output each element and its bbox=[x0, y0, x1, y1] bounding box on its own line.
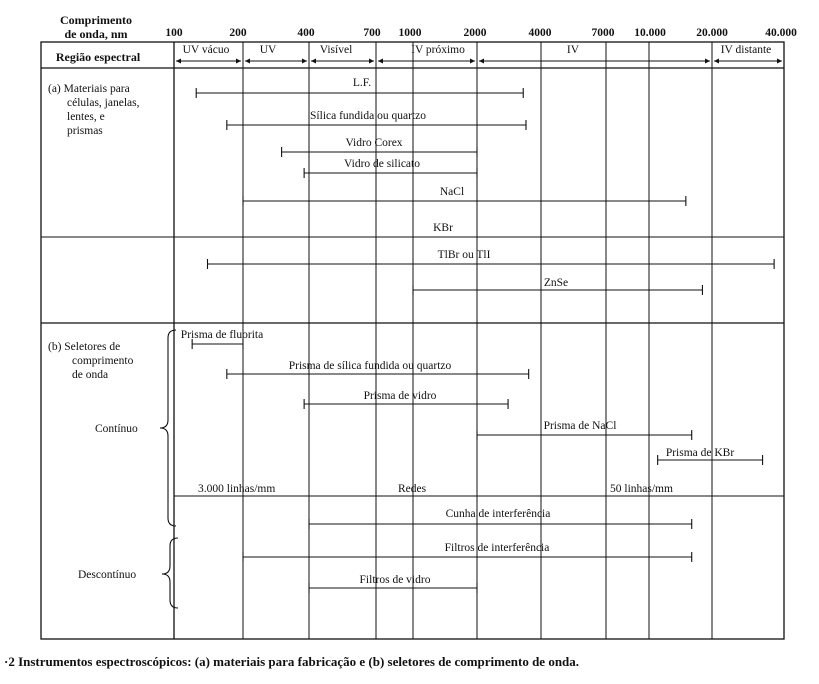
range-label: Filtros de interferência bbox=[444, 542, 550, 554]
range-label: Vidro de silicato bbox=[344, 158, 420, 170]
range-label: KBr bbox=[433, 222, 453, 234]
region-arrow-right bbox=[369, 59, 374, 64]
section-a-line-2: células, janelas, bbox=[67, 97, 140, 109]
region-name: UV bbox=[259, 44, 277, 56]
range-label: Cunha de interferência bbox=[445, 508, 551, 520]
region-arrow-left bbox=[176, 59, 181, 64]
range-label: L.F. bbox=[352, 77, 372, 89]
region-name: IV distante bbox=[720, 44, 772, 56]
tick-label: 100 bbox=[165, 27, 183, 39]
region-name: IV bbox=[566, 44, 580, 56]
tick-label: 7000 bbox=[591, 27, 615, 39]
spectral-regions bbox=[176, 44, 782, 64]
section-b-line-2: comprimento bbox=[72, 355, 134, 367]
region-arrow-right bbox=[777, 59, 782, 64]
gratings-left-label: 3.000 linhas/mm bbox=[198, 483, 276, 495]
region-arrow-right bbox=[470, 59, 475, 64]
range-label: Prisma de fluorita bbox=[180, 329, 264, 341]
tick-label: 700 bbox=[363, 27, 381, 39]
region-name: Visível bbox=[319, 44, 353, 56]
region-arrow-left bbox=[311, 59, 316, 64]
tick-label: 1000 bbox=[398, 27, 422, 39]
discontinuous-brace bbox=[162, 538, 178, 608]
axis-title-line2: de onda, nm bbox=[64, 27, 128, 41]
region-arrow-left bbox=[479, 59, 484, 64]
region-arrow-left bbox=[714, 59, 719, 64]
range-label: ZnSe bbox=[543, 277, 569, 289]
axis-title-line1: Comprimento bbox=[60, 13, 132, 27]
region-arrow-right bbox=[705, 59, 710, 64]
section-a-label bbox=[48, 83, 140, 137]
discontinuous-label: Descontínuo bbox=[78, 569, 137, 581]
gratings-right-label: 50 linhas/mm bbox=[610, 483, 673, 495]
range-label: Sílica fundida ou quartzo bbox=[310, 110, 426, 122]
tick-label: 400 bbox=[297, 27, 315, 39]
section-a-line-1: (a) Materiais para bbox=[48, 83, 130, 95]
range-label: Prisma de NaCl bbox=[543, 420, 617, 432]
range-label: Prisma de vidro bbox=[363, 390, 437, 402]
region-arrow-left bbox=[245, 59, 250, 64]
tick-label: 200 bbox=[229, 27, 247, 39]
region-name: UV vácuo bbox=[182, 44, 230, 56]
tick-label: 40.000 bbox=[765, 27, 797, 39]
range-label: Prisma de sílica fundida ou quartzo bbox=[288, 360, 452, 372]
wavelength-tick-labels bbox=[165, 27, 797, 39]
figure-caption: ·2 Instrumentos espectroscópicos: (a) materiais para fabricação e (b) seletores de comprimento de onda. bbox=[4, 654, 580, 669]
section-a-line-4: prismas bbox=[67, 125, 103, 137]
section-a-line-3: lentes, e bbox=[67, 111, 105, 123]
region-label: Região espectral bbox=[55, 50, 141, 64]
tick-label: 2000 bbox=[463, 27, 487, 39]
tick-label: 20.000 bbox=[696, 27, 728, 39]
range-label: Vidro Corex bbox=[345, 137, 403, 149]
continuous-label: Contínuo bbox=[95, 423, 138, 435]
section-b-line-3: de onda bbox=[72, 369, 109, 381]
region-name: IV próximo bbox=[411, 44, 465, 56]
range-label: NaCl bbox=[439, 186, 465, 198]
tick-label: 4000 bbox=[528, 27, 552, 39]
tick-label: 10.000 bbox=[634, 27, 666, 39]
region-arrow-left bbox=[378, 59, 383, 64]
section-b-label bbox=[48, 341, 134, 381]
region-arrow-right bbox=[236, 59, 241, 64]
region-arrow-right bbox=[302, 59, 307, 64]
range-label: Prisma de KBr bbox=[665, 447, 735, 459]
range-label: Filtros de vidro bbox=[359, 574, 431, 586]
range-label: TlBr ou TlI bbox=[437, 249, 491, 261]
gratings-center-label: Redes bbox=[398, 483, 427, 495]
section-b-line-1: (b) Seletores de bbox=[48, 341, 121, 353]
